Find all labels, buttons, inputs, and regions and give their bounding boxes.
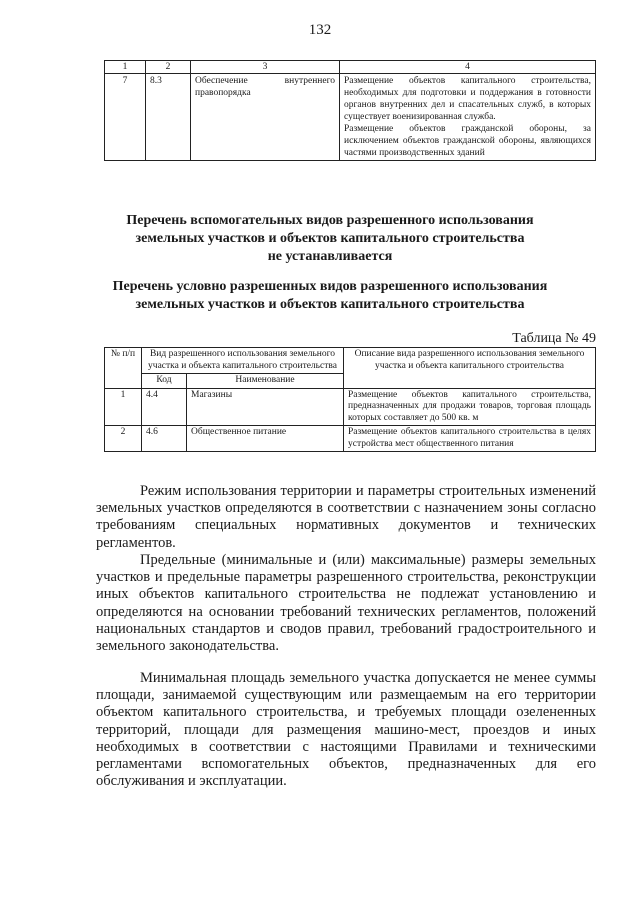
column-number-2: 2 — [146, 61, 191, 74]
permitted-uses-table-continued — [104, 60, 596, 161]
paragraph-regime: Режим использования территории и параметры строительных изменений земельных участков определяются в соответствии с назначением зоны согласно требованиям специальных нормативных документов и технических регламентов. — [96, 483, 596, 551]
row-code: 4.6 — [142, 426, 187, 452]
row-number: 2 — [105, 426, 142, 452]
row-description-part-1: Размещение объектов капитального строительства, необходимых для подготовки и поддержания в готовности органов внутренних дел и спасательных служб, в которых существует военизированная служба. — [344, 76, 591, 122]
heading-line: не устанавливается — [267, 249, 393, 264]
row-name: Магазины — [187, 388, 344, 426]
row-description — [340, 74, 596, 161]
heading-line: Перечень условно разрешенных видов разрешенного использования — [112, 279, 548, 294]
paragraph-min-area: Минимальная площадь земельного участка допускается не менее суммы площади, занимаемой существующим или размещаемым на его территории объектом капитального строительства, и требуемых площади озелененных территорий, площади для размещения машино-мест, проездов и иных необходимых в соответствии с настоящими Правилами и техническими регламентами вспомогательных объектов, предназначенных для его обслуживания и эксплуатации. — [96, 670, 596, 790]
row-number: 1 — [105, 388, 142, 426]
header-code: Код — [142, 374, 187, 389]
header-number: № п/п — [105, 348, 142, 389]
column-number-3: 3 — [191, 61, 340, 74]
row-number: 7 — [105, 74, 146, 161]
row-code: 8.3 — [146, 74, 191, 161]
table-row — [105, 74, 596, 161]
column-number-4: 4 — [340, 61, 596, 74]
paragraph-limits: Предельные (минимальные и (или) максимальные) размеры земельных участков и предельные параметры разрешенного строительства, реконструкции иных объектов капитального строительства не подлежат установлению и определяются на основании требований технических регламентов, положений национальных стандартов и сводов правил, требований градостроительного и земельного законодательства. — [96, 552, 596, 655]
heading-line: земельных участков и объектов капитального строительства — [135, 297, 525, 312]
auxiliary-uses-heading — [90, 212, 570, 266]
header-name: Наименование — [187, 374, 344, 389]
table-caption: Таблица № 49 — [512, 331, 596, 346]
row-code: 4.4 — [142, 388, 187, 426]
row-description: Размещение объектов капитального строительства в целях устройства мест общественного питания — [344, 426, 596, 452]
table-header-row — [105, 61, 596, 74]
row-description: Размещение объектов капитального строительства, предназначенных для продажи товаров, торговая площадь которых составляет до 500 кв. м — [344, 388, 596, 426]
header-description: Описание вида разрешенного использования земельного участка и объекта капитального строительства — [344, 348, 596, 389]
header-kind: Вид разрешенного использования земельного участка и объекта капитального строительства — [142, 348, 344, 374]
row-name: Обеспечение внутреннего правопорядка — [191, 74, 340, 161]
column-number-1: 1 — [105, 61, 146, 74]
row-name: Общественное питание — [187, 426, 344, 452]
table-row — [105, 426, 596, 452]
page-number: 132 — [308, 22, 332, 38]
heading-line: земельных участков и объектов капитального строительства — [135, 231, 525, 246]
conditional-uses-heading — [90, 278, 570, 314]
table-row — [105, 388, 596, 426]
row-description-part-2: Размещение объектов гражданской обороны, за исключением объектов гражданской обороны, являющихся частями производственных зданий — [344, 124, 591, 158]
conditional-uses-table — [104, 347, 596, 452]
heading-line: Перечень вспомогательных видов разрешенного использования — [126, 213, 534, 228]
table-header-row — [105, 348, 596, 374]
